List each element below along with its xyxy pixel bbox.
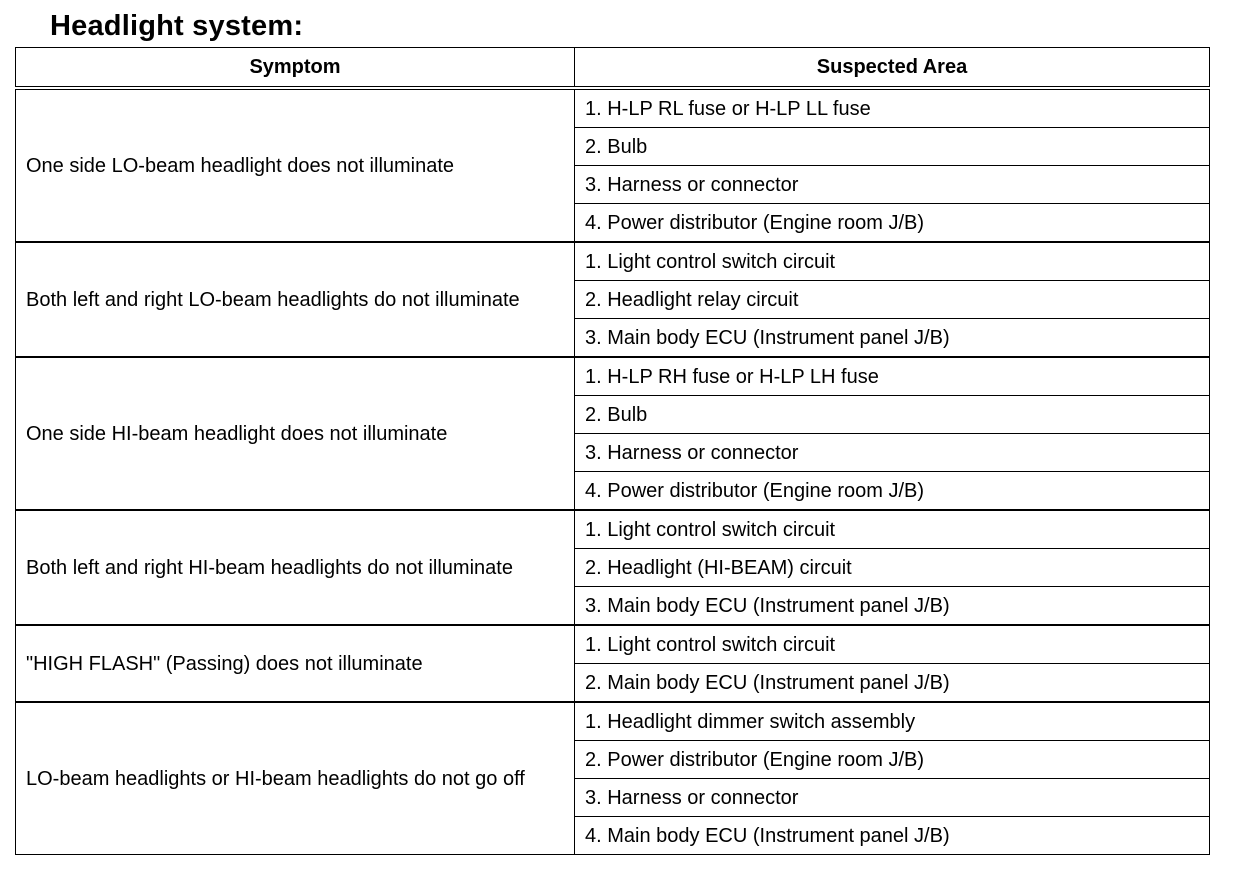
suspected-area-cell: 3. Main body ECU (Instrument panel J/B) (575, 319, 1210, 358)
suspected-area-cell: 1. Light control switch circuit (575, 625, 1210, 664)
symptom-cell: One side HI-beam headlight does not illuminate (16, 357, 575, 510)
table-row (16, 88, 1210, 128)
suspected-area-cell: 1. Light control switch circuit (575, 510, 1210, 549)
symptom-cell: Both left and right HI-beam headlights do not illuminate (16, 510, 575, 625)
symptom-cell: Both left and right LO-beam headlights do not illuminate (16, 242, 575, 357)
suspected-area-cell: 4. Power distributor (Engine room J/B) (575, 204, 1210, 243)
suspected-area-cell: 2. Bulb (575, 396, 1210, 434)
suspected-area-cell: 3. Harness or connector (575, 434, 1210, 472)
suspected-area-cell: 1. H-LP RL fuse or H-LP LL fuse (575, 88, 1210, 128)
symptom-cell: LO-beam headlights or HI-beam headlights do not go off (16, 702, 575, 855)
suspected-area-cell: 4. Power distributor (Engine room J/B) (575, 472, 1210, 511)
page-title: Headlight system: (50, 10, 304, 42)
suspected-area-cell: 3. Main body ECU (Instrument panel J/B) (575, 587, 1210, 626)
table-row (16, 702, 1210, 741)
table-row (16, 242, 1210, 281)
table-row (16, 625, 1210, 664)
troubleshooting-table (15, 47, 1210, 855)
table-row (16, 357, 1210, 396)
symptom-cell: "HIGH FLASH" (Passing) does not illuminate (16, 625, 575, 702)
suspected-area-cell: 2. Bulb (575, 128, 1210, 166)
suspected-area-cell: 4. Main body ECU (Instrument panel J/B) (575, 817, 1210, 855)
table-row (16, 510, 1210, 549)
suspected-area-cell: 3. Harness or connector (575, 166, 1210, 204)
suspected-area-cell: 2. Headlight (HI-BEAM) circuit (575, 549, 1210, 587)
symptom-column-header: Symptom (16, 48, 575, 89)
suspected-area-cell: 3. Harness or connector (575, 779, 1210, 817)
suspected-area-cell: 2. Power distributor (Engine room J/B) (575, 741, 1210, 779)
suspected-area-column-header: Suspected Area (575, 48, 1210, 89)
suspected-area-cell: 2. Main body ECU (Instrument panel J/B) (575, 664, 1210, 703)
suspected-area-cell: 2. Headlight relay circuit (575, 281, 1210, 319)
suspected-area-cell: 1. Light control switch circuit (575, 242, 1210, 281)
table-body (16, 88, 1210, 855)
suspected-area-cell: 1. Headlight dimmer switch assembly (575, 702, 1210, 741)
header-row (16, 48, 1210, 89)
symptom-cell: One side LO-beam headlight does not illuminate (16, 88, 575, 242)
suspected-area-cell: 1. H-LP RH fuse or H-LP LH fuse (575, 357, 1210, 396)
table-header (16, 48, 1210, 89)
